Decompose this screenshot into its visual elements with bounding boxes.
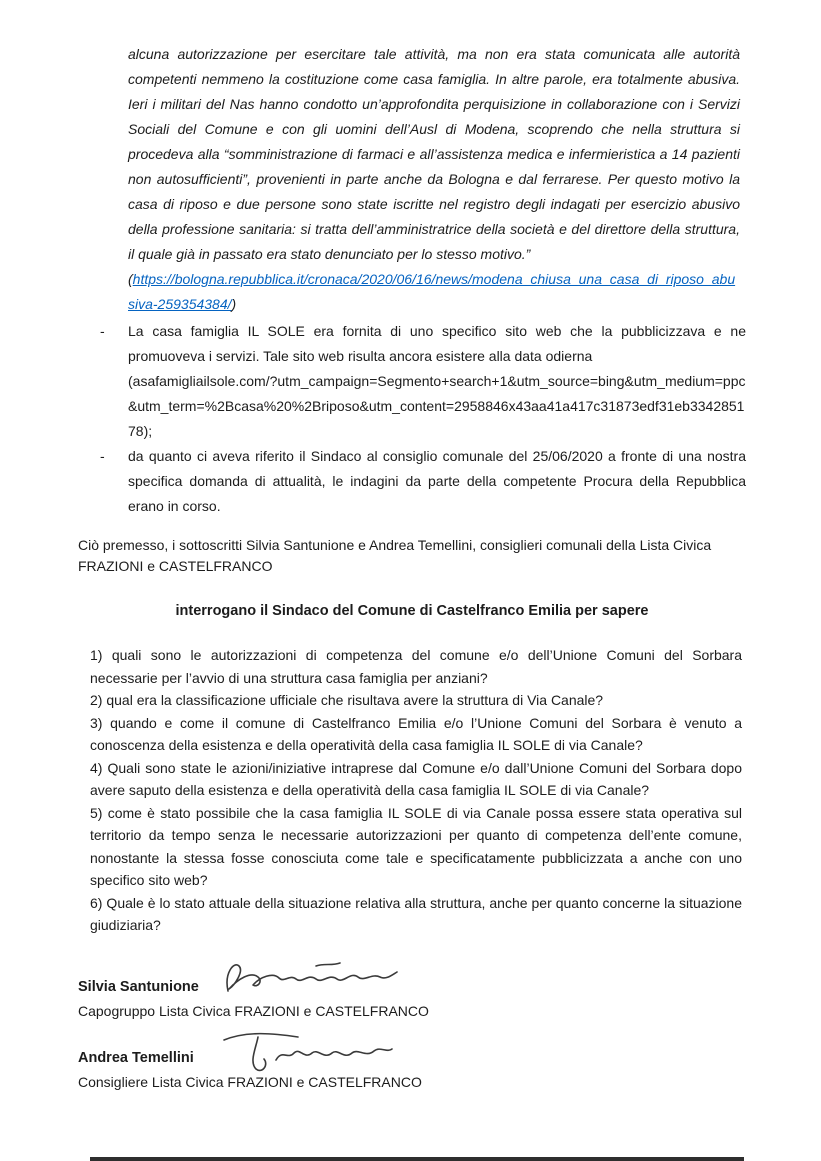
signature-row-andrea [78, 1046, 746, 1070]
silvia-signature-handwriting-icon [218, 957, 403, 1003]
bullet-dash: - [100, 448, 105, 464]
question-item: 3) quando e come il comune di Castelfranco Emilia e/o l’Unione Comuni del Sorbara è venuto a conoscenza della esistenza e della operatività della casa famiglia IL SOLE di via Canale? [90, 714, 742, 753]
document-content [78, 42, 746, 1093]
casa-famiglia-site-url: (asafamigliailsole.com/?utm_campaign=Segmento+search+1&utm_source=bing&utm_medium=ppc&utm_term=%2Bcasa%20%2Briposo&utm_content=2958846x43aa41a417c31873edf31eb334285178); [128, 373, 746, 439]
question-item: 2) qual era la classificazione ufficiale che risultava avere la struttura di Via Canale? [90, 692, 604, 708]
signatory-role: Capogruppo Lista Civica FRAZIONI e CASTELFRANCO [78, 1002, 429, 1019]
list-item [100, 444, 746, 519]
bullet-text-content: La casa famiglia IL SOLE era fornita di uno specifico sito web che la pubblicizzava e ne promuoveva i servizi. Tale sito web risulta ancora esistere alla data odierna [128, 323, 746, 364]
question-item: 1) quali sono le autorizzazioni di competenza del comune e/o dell’Unione Comuni del Sorbara necessarie per l’avvio di una struttura casa famiglia per anziani? [90, 647, 742, 686]
link-open-paren: ( [128, 271, 133, 287]
bullet-list [78, 319, 746, 519]
signatures-section [78, 975, 746, 1093]
signatory-name: Andrea Temellini [78, 1049, 194, 1066]
repubblica-article-link[interactable]: https://bologna.repubblica.it/cronaca/2020/06/16/news/modena_chiusa_una_casa_di_riposo_abusiva-259354384/ [128, 271, 736, 312]
interrogation-heading: interrogano il Sindaco del Comune di Castelfranco Emilia per sapere [175, 603, 649, 619]
page-edge-artifact [90, 1157, 744, 1161]
press-quote-paragraph: alcuna autorizzazione per esercitare tale attività, ma non era stata comunicata alle autorità competenti nemmeno la costituzione come casa famiglia. In altre parole, era totalmente abusiva. Ieri i militari del Nas hanno condotto un’approfondita perquisizione in collaborazione con i Servizi Sociali del Comune e con gli uomini dell’Ausl di Modena, scoprendo che nella struttura si procedeva alla “somministrazione di farmaci e all’assistenza medica e infermieristica a 14 pazienti non autosufficienti”, provenienti in parte anche da Bologna e dal ferrarese. Per questo motivo la casa di riposo e due persone sono state iscritte nel registro degli indagati per esercizio abusivo della professione sanitaria: si tratta dell’amministratrice della società e del direttore della struttura, il quale già in passato era stato denunciato per lo stesso motivo.” [128, 46, 740, 262]
question-item: 4) Quali sono state le azioni/iniziative intraprese dal Comune e/o dall’Unione Comuni del Sorbara dopo avere saputo della esistenza e della operatività della casa famiglia IL SOLE di via Canale? [90, 759, 742, 798]
link-close-paren: ) [231, 296, 237, 312]
question-item: 6) Quale è lo stato attuale della situazione relativa alla struttura, anche per quanto concerne la situazione giudiziaria? [90, 894, 742, 933]
signature-spacer [78, 1022, 746, 1046]
bullet-text: da quanto ci aveva riferito il Sindaco al consiglio comunale del 25/06/2020 a fronte di una nostra specifica domanda di attualità, le indagini da parte della competente Procura della Repubblica erano in corso. [128, 448, 746, 514]
premise-paragraph: Ciò premesso, i sottoscritti Silvia Santunione e Andrea Temellini, consiglieri comunali della Lista Civica FRAZIONI e CASTELFRANCO [78, 537, 712, 574]
bullet-dash: - [100, 323, 105, 339]
signatory-name: Silvia Santunione [78, 978, 199, 995]
question-item: 5) come è stato possibile che la casa famiglia IL SOLE di via Canale possa essere stata operativa sul territorio da tempo senza le necessarie autorizzazioni per quanto di competenza dell’ente comune, nonostante la stessa fosse conosciuta come tale e specificatamente pubblicizzata a anche con uno specifico sito web? [90, 804, 742, 888]
list-item [100, 319, 746, 444]
bullet-text [128, 319, 746, 444]
signatory-role: Consigliere Lista Civica FRAZIONI e CASTELFRANCO [78, 1073, 422, 1090]
signature-row-silvia [78, 975, 746, 999]
questions-block [90, 644, 742, 937]
press-quote-source-line [128, 267, 740, 317]
